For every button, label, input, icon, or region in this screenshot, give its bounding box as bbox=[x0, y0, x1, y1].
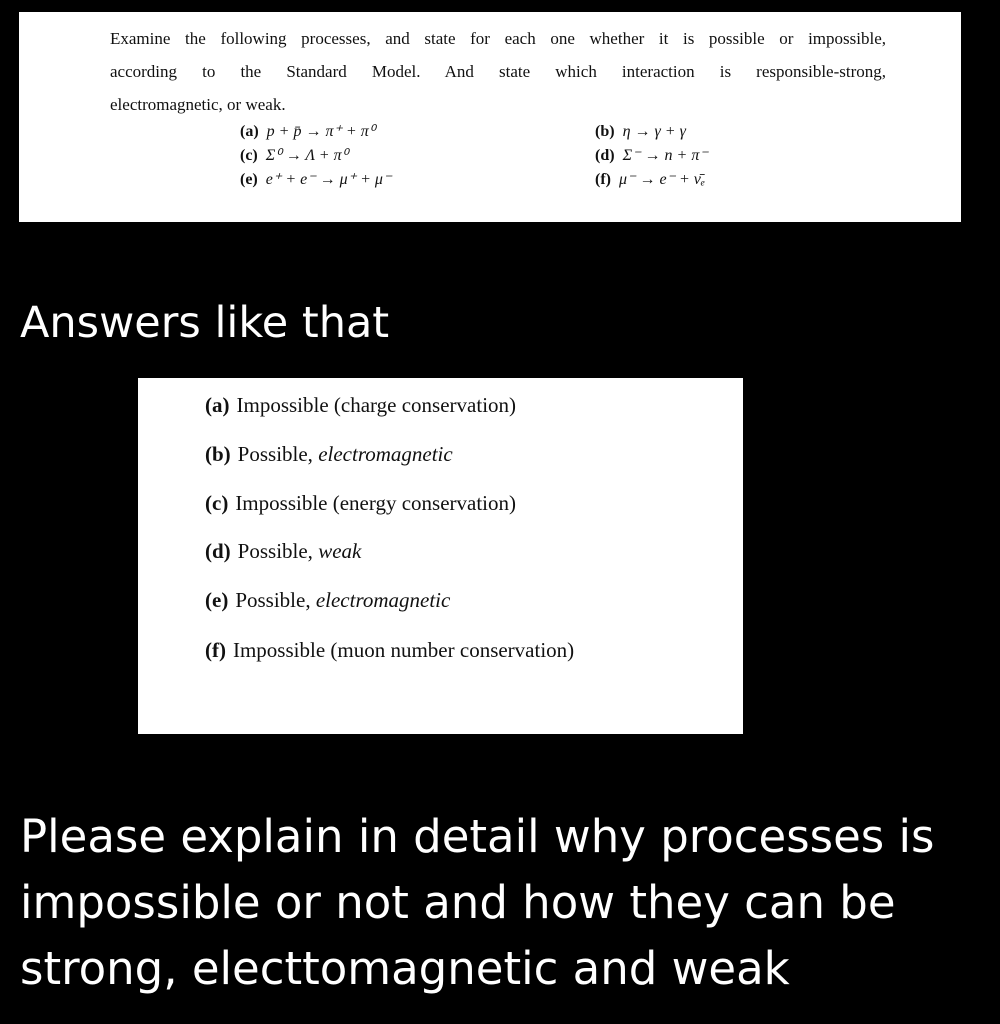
answer-label: (a) bbox=[205, 393, 230, 417]
process-e bbox=[240, 168, 391, 192]
answer-label: (b) bbox=[205, 442, 231, 466]
answer-c bbox=[205, 490, 516, 516]
process-label: (e) bbox=[240, 171, 258, 188]
answer-b bbox=[205, 441, 453, 467]
process-equation: p + p̄ → π⁺ + π⁰ bbox=[266, 123, 376, 140]
answer-text: Possible, bbox=[235, 588, 316, 612]
answer-e bbox=[205, 587, 450, 613]
answer-text: Possible, bbox=[237, 539, 319, 563]
problem-instructions bbox=[110, 22, 886, 121]
answer-label: (f) bbox=[205, 638, 226, 662]
answers-image bbox=[138, 378, 743, 734]
answers-caption: Answers like that bbox=[20, 298, 390, 348]
answer-label: (d) bbox=[205, 539, 231, 563]
answer-label: (e) bbox=[205, 588, 229, 612]
process-label: (c) bbox=[240, 147, 258, 164]
answer-text: Impossible (muon number conservation) bbox=[232, 638, 575, 662]
process-label: (d) bbox=[595, 147, 615, 164]
answer-a bbox=[205, 392, 516, 418]
problem-statement-image bbox=[19, 12, 961, 222]
answer-text: Possible, bbox=[237, 442, 319, 466]
question-text: Please explain in detail why processes is impossible or not and how they can be strong, electtomagnetic and weak bbox=[20, 810, 935, 995]
answer-text: Impossible (charge conservation) bbox=[236, 393, 517, 417]
process-f bbox=[595, 168, 705, 192]
answer-interaction: weak bbox=[318, 539, 362, 563]
instruction-line-3: electromagnetic, or weak. bbox=[110, 95, 286, 114]
process-label: (b) bbox=[595, 123, 615, 140]
process-equation: Σ⁰ → Λ + π⁰ bbox=[265, 147, 348, 164]
process-b bbox=[595, 120, 686, 144]
answer-interaction: electromagnetic bbox=[315, 588, 451, 612]
answer-interaction: electromagnetic bbox=[318, 442, 453, 466]
instruction-line-2: according to the Standard Model. And state which interaction is responsible-strong, bbox=[110, 62, 886, 81]
answer-d bbox=[205, 538, 361, 564]
answer-label: (c) bbox=[205, 491, 229, 515]
process-equation: Σ⁻ → n + π⁻ bbox=[622, 147, 708, 164]
process-label: (f) bbox=[595, 171, 611, 188]
process-d bbox=[595, 144, 708, 168]
process-equation: μ⁻ → e⁻ + ν̄ₑ bbox=[618, 171, 706, 188]
process-c bbox=[240, 144, 348, 168]
answer-f bbox=[205, 637, 574, 663]
process-equation: e⁺ + e⁻ → μ⁺ + μ⁻ bbox=[265, 171, 392, 188]
process-equation: η → γ + γ bbox=[622, 123, 686, 140]
instruction-line-1: Examine the following processes, and state for each one whether it is possible or impossible, bbox=[110, 29, 886, 48]
process-a bbox=[240, 120, 375, 144]
answer-text: Impossible (energy conservation) bbox=[235, 491, 517, 515]
process-label: (a) bbox=[240, 123, 259, 140]
